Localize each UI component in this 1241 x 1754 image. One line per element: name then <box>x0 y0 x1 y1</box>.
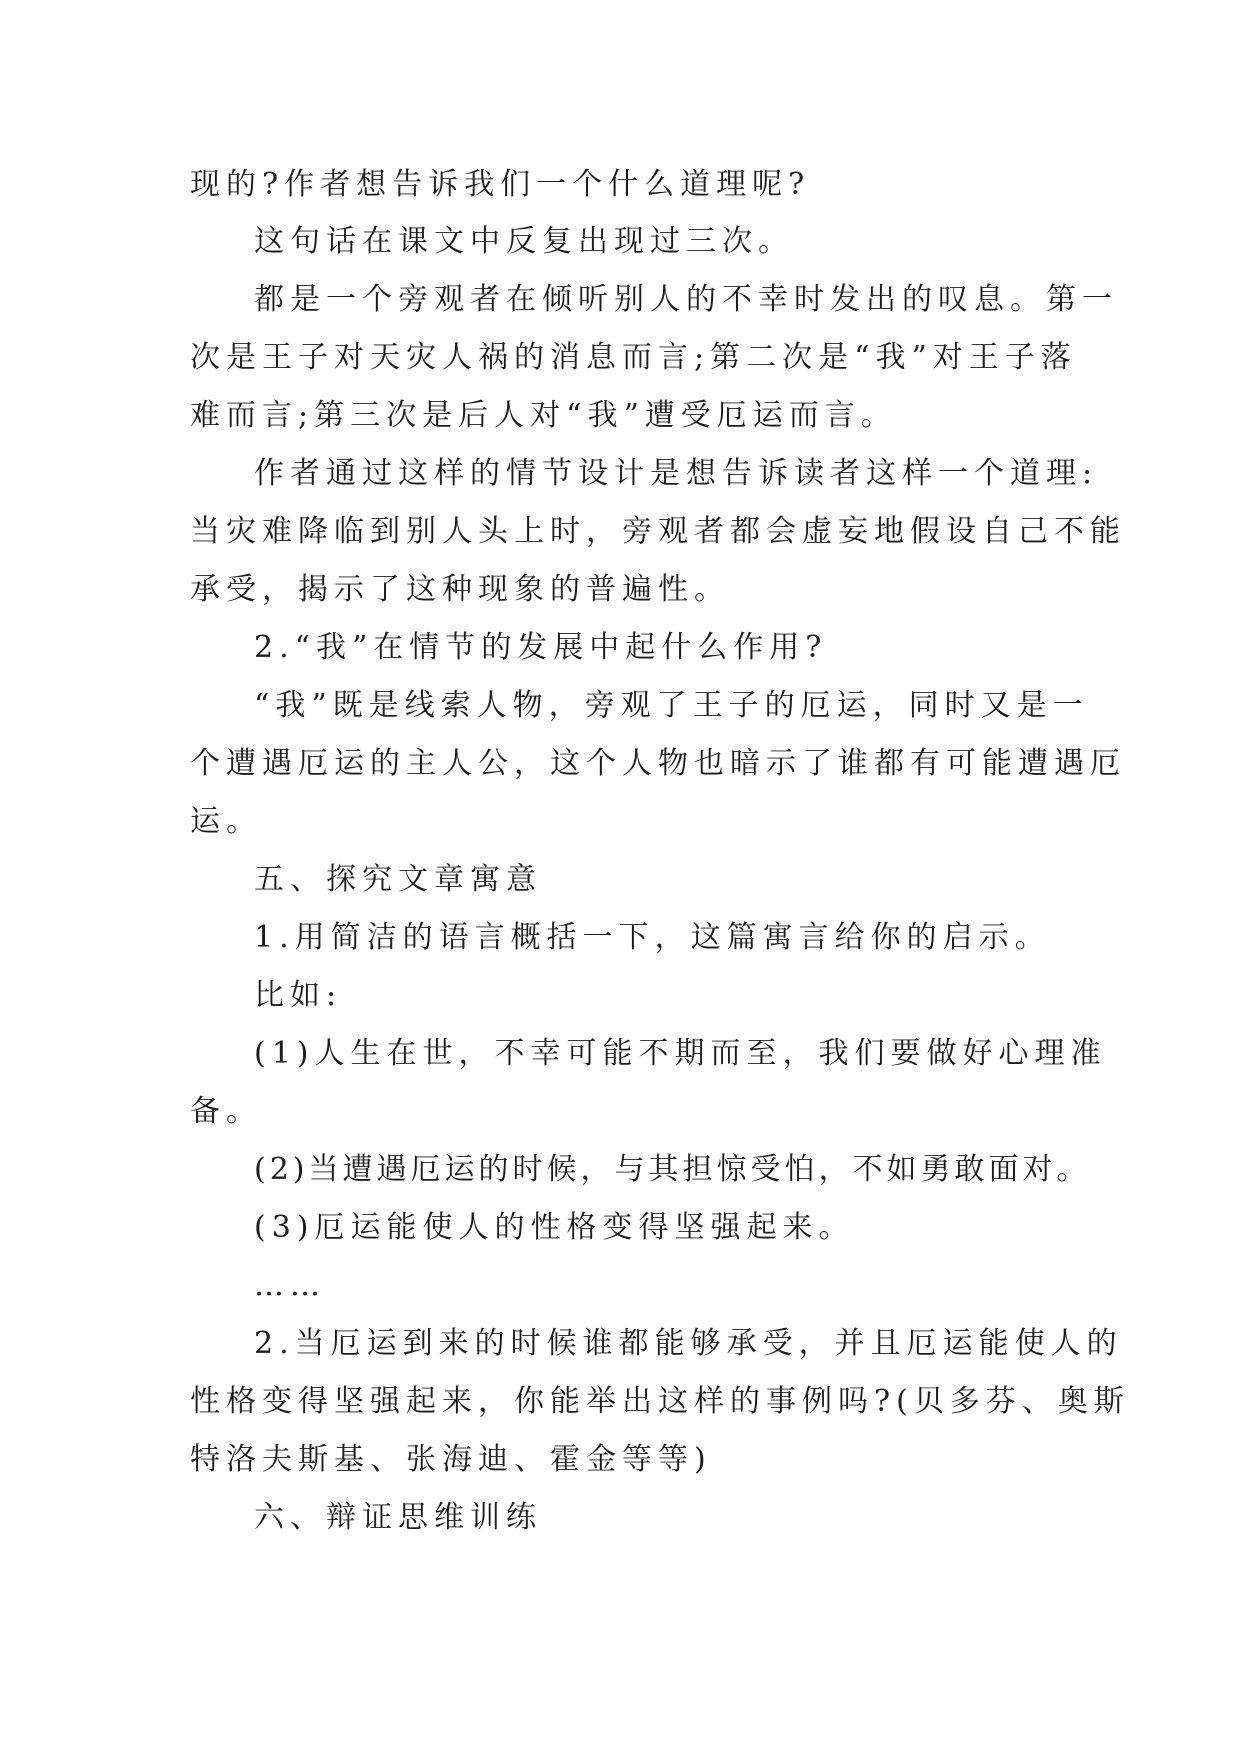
list-item: (2)当遭遇厄运的时候，与其担惊受怕，不如勇敢面对。 <box>254 1152 1091 1187</box>
text-line: 特洛夫斯基、张海迪、霍金等等) <box>190 1442 712 1477</box>
question-heading: 2.当厄运到来的时候谁都能够承受，并且厄运能使人的 <box>254 1326 1123 1361</box>
list-item: (3)厄运能使人的性格变得坚强起来。 <box>254 1210 855 1245</box>
list-item: (1)人生在世，不幸可能不期而至，我们要做好心理准 <box>254 1036 1107 1071</box>
text-line: 当灾难降临到别人头上时，旁观者都会虚妄地假设自己不能 <box>190 514 1126 549</box>
text-line: 承受，揭示了这种现象的普遍性。 <box>190 572 730 607</box>
section-heading: 五、探究文章寓意 <box>254 862 542 897</box>
section-heading: 六、辩证思维训练 <box>254 1500 542 1535</box>
text-line: 个遭遇厄运的主人公，这个人物也暗示了谁都有可能遭遇厄 <box>190 746 1126 781</box>
text-line: “我”既是线索人物，旁观了王子的厄运，同时又是一 <box>254 688 1089 723</box>
text-line: 性格变得坚强起来，你能举出这样的事例吗?(贝多芬、奥斯 <box>190 1384 1130 1419</box>
text-line: 备。 <box>190 1094 262 1129</box>
text-line: 次是王子对天灾人祸的消息而言;第二次是“我”对王子落 <box>190 340 1077 375</box>
text-line: 难而言;第三次是后人对“我”遭受厄运而言。 <box>190 398 897 433</box>
text-line: 作者通过这样的情节设计是想告诉读者这样一个道理: <box>254 456 1099 491</box>
text-line: 运。 <box>190 804 262 839</box>
text-line: 现的?作者想告诉我们一个什么道理呢? <box>190 167 811 202</box>
question-heading: 2.“我”在情节的发展中起什么作用? <box>254 630 828 665</box>
text-line: 都是一个旁观者在倾听别人的不幸时发出的叹息。第一 <box>254 282 1118 317</box>
text-line: 比如: <box>254 978 343 1013</box>
ellipsis: …… <box>254 1268 326 1303</box>
question-heading: 1.用简洁的语言概括一下，这篇寓言给你的启示。 <box>254 920 1051 955</box>
text-line: 这句话在课文中反复出现过三次。 <box>254 224 794 259</box>
